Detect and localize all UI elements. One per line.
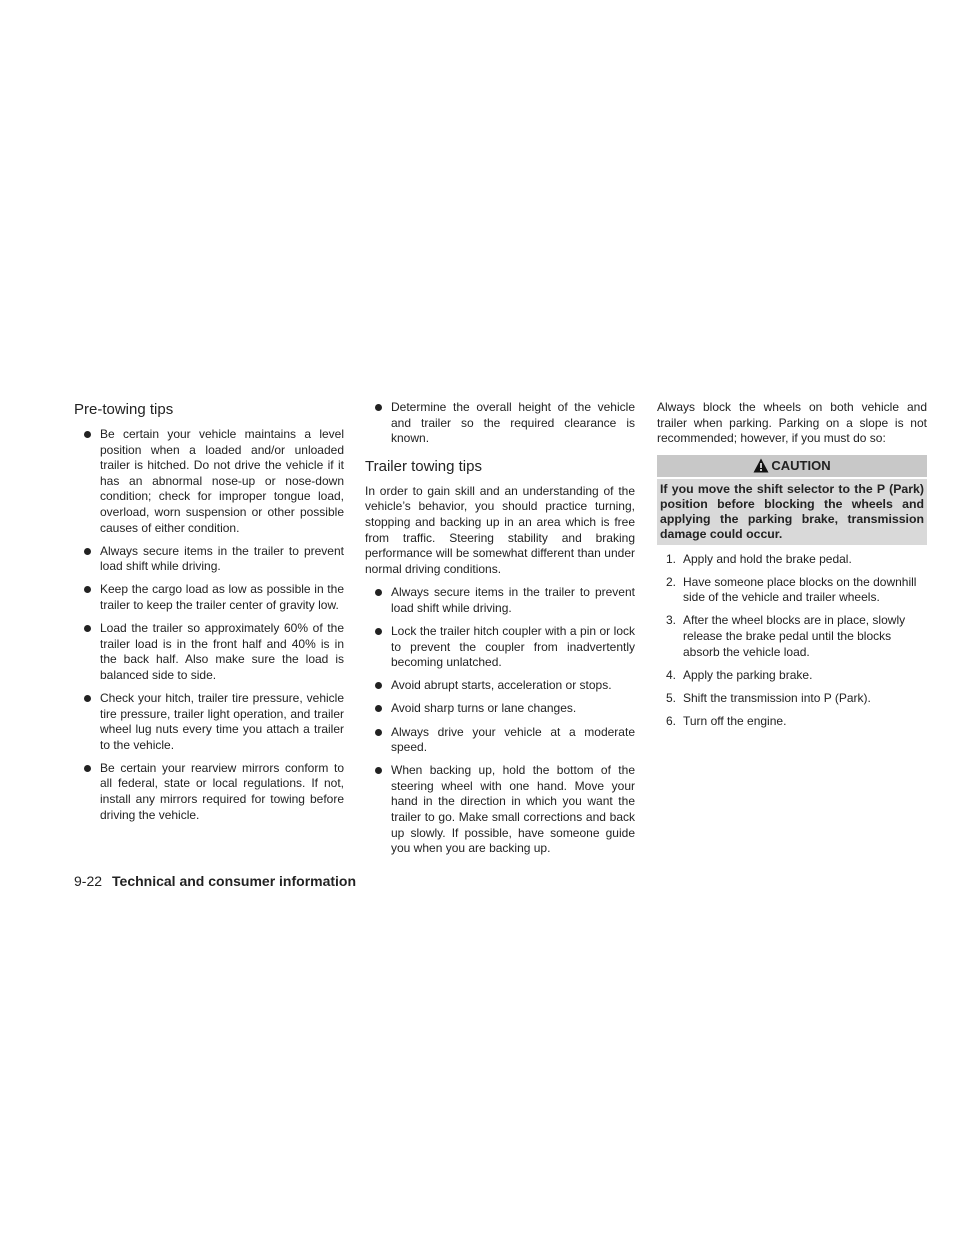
parking-intro: Always block the wheels on both vehicle and trailer when parking. Parking on a slope is not recommended; however, if you must do so: <box>657 400 927 446</box>
right-column <box>657 400 927 737</box>
bullet-icon <box>375 729 382 736</box>
list-item <box>74 427 344 536</box>
list-item <box>365 585 635 616</box>
pre-towing-tips-list-continued <box>365 400 635 447</box>
list-item <box>365 624 635 671</box>
list-item <box>365 701 635 717</box>
list-item-text: Avoid abrupt starts, acceleration or stops. <box>391 678 612 693</box>
list-item <box>657 613 927 660</box>
list-item-text: Be certain your rearview mirrors conform to all federal, state or local regulations. If not, install any mirrors required for towing before driving the vehicle. <box>100 760 344 822</box>
list-item <box>365 725 635 756</box>
list-item <box>365 763 635 857</box>
list-item-text: Check your hitch, trailer tire pressure, vehicle tire pressure, trailer light operation, and trailer wheel lug nuts every time you attach a trailer to the vehicle. <box>100 690 344 752</box>
section-title: Technical and consumer information <box>112 873 357 889</box>
list-item-text: Always secure items in the trailer to prevent load shift while driving. <box>100 543 344 574</box>
step-text: Shift the transmission into P (Park). <box>683 690 871 705</box>
list-item <box>74 544 344 575</box>
parking-steps-list <box>657 552 927 730</box>
list-item-text: Lock the trailer hitch coupler with a pin or lock to prevent the coupler from inadvertently becoming unlatched. <box>391 624 635 670</box>
page-footer <box>74 872 356 890</box>
pre-towing-tips-list <box>74 427 344 823</box>
list-item <box>74 621 344 683</box>
step-text: After the wheel blocks are in place, slowly release the brake pedal until the blocks absorb the vehicle load. <box>683 613 906 659</box>
bullet-icon <box>375 705 382 712</box>
step-text: Apply the parking brake. <box>683 667 813 682</box>
step-text: Have someone place blocks on the downhill side of the vehicle and trailer wheels. <box>683 574 917 605</box>
step-text: Apply and hold the brake pedal. <box>683 551 852 566</box>
page-number: 9-22 <box>74 873 103 889</box>
bullet-icon <box>84 765 91 772</box>
list-item <box>657 575 927 606</box>
list-item-text: Determine the overall height of the vehicle and trailer so the required clearance is known. <box>391 400 635 446</box>
bullet-icon <box>375 628 382 635</box>
caution-text: If you move the shift selector to the P (Park) position before blocking the wheels and applying the parking brake, transmission damage could occur. <box>660 481 924 542</box>
list-item <box>657 714 927 730</box>
middle-column <box>365 400 635 864</box>
trailer-towing-intro: In order to gain skill and an understanding of the vehicle’s behavior, you should practice turning, stopping and backing up in an area which is free from traffic. Steering stability and braking performance will be somewhat different than under normal driving conditions. <box>365 483 635 576</box>
list-item <box>365 400 635 447</box>
trailer-towing-tips-list <box>365 585 635 856</box>
list-item-text: Avoid sharp turns or lane changes. <box>391 701 577 716</box>
list-item <box>74 691 344 753</box>
bullet-icon <box>84 586 91 593</box>
bullet-icon <box>375 767 382 774</box>
list-item-text: Keep the cargo load as low as possible in the trailer to keep the trailer center of gravity low. <box>100 582 344 612</box>
bullet-icon <box>84 625 91 632</box>
list-item-text: Always secure items in the trailer to prevent load shift while driving. <box>391 585 635 615</box>
caution-title: CAUTION <box>771 457 831 473</box>
list-item-text: Be certain your vehicle maintains a level position when a loaded and/or unloaded trailer is hitched. Do not drive the vehicle if it has an abnormal nose-up or nose-down condition; check for improper tongue load, overload, worn suspension or other possible causes of either condition. <box>100 427 344 535</box>
bullet-icon <box>375 682 382 689</box>
list-item-text: Always drive your vehicle at a moderate speed. <box>391 724 635 755</box>
left-column <box>74 400 344 831</box>
bullet-icon <box>375 404 382 411</box>
step-number: 4. <box>666 667 677 682</box>
list-item <box>74 582 344 613</box>
list-item-text: When backing up, hold the bottom of the steering wheel with one hand. Move your hand in the direction in which you want the trailer to go. Make small corrections and back up slowly. If possible, have someone guide you when you are backing up. <box>391 763 635 856</box>
step-number: 6. <box>666 713 677 728</box>
warning-triangle-icon <box>753 458 769 473</box>
pre-towing-tips-heading: Pre-towing tips <box>74 401 174 418</box>
list-item <box>74 761 344 823</box>
list-item <box>657 691 927 707</box>
caution-box <box>657 455 927 545</box>
step-number: 1. <box>666 551 677 566</box>
list-item <box>657 668 927 684</box>
step-number: 3. <box>666 613 677 628</box>
list-item <box>657 552 927 568</box>
caution-header <box>657 455 927 479</box>
bullet-icon <box>375 589 382 596</box>
bullet-icon <box>84 548 91 555</box>
list-item <box>365 678 635 694</box>
bullet-icon <box>84 695 91 702</box>
list-item-text: Load the trailer so approximately 60% of the trailer load is in the front half and 40% is in the back half. Also make sure the load is balanced side to side. <box>100 621 344 682</box>
trailer-towing-tips-heading: Trailer towing tips <box>365 457 482 475</box>
step-number: 2. <box>666 574 677 589</box>
bullet-icon <box>84 431 91 438</box>
step-number: 5. <box>666 690 677 705</box>
step-text: Turn off the engine. <box>683 713 787 728</box>
